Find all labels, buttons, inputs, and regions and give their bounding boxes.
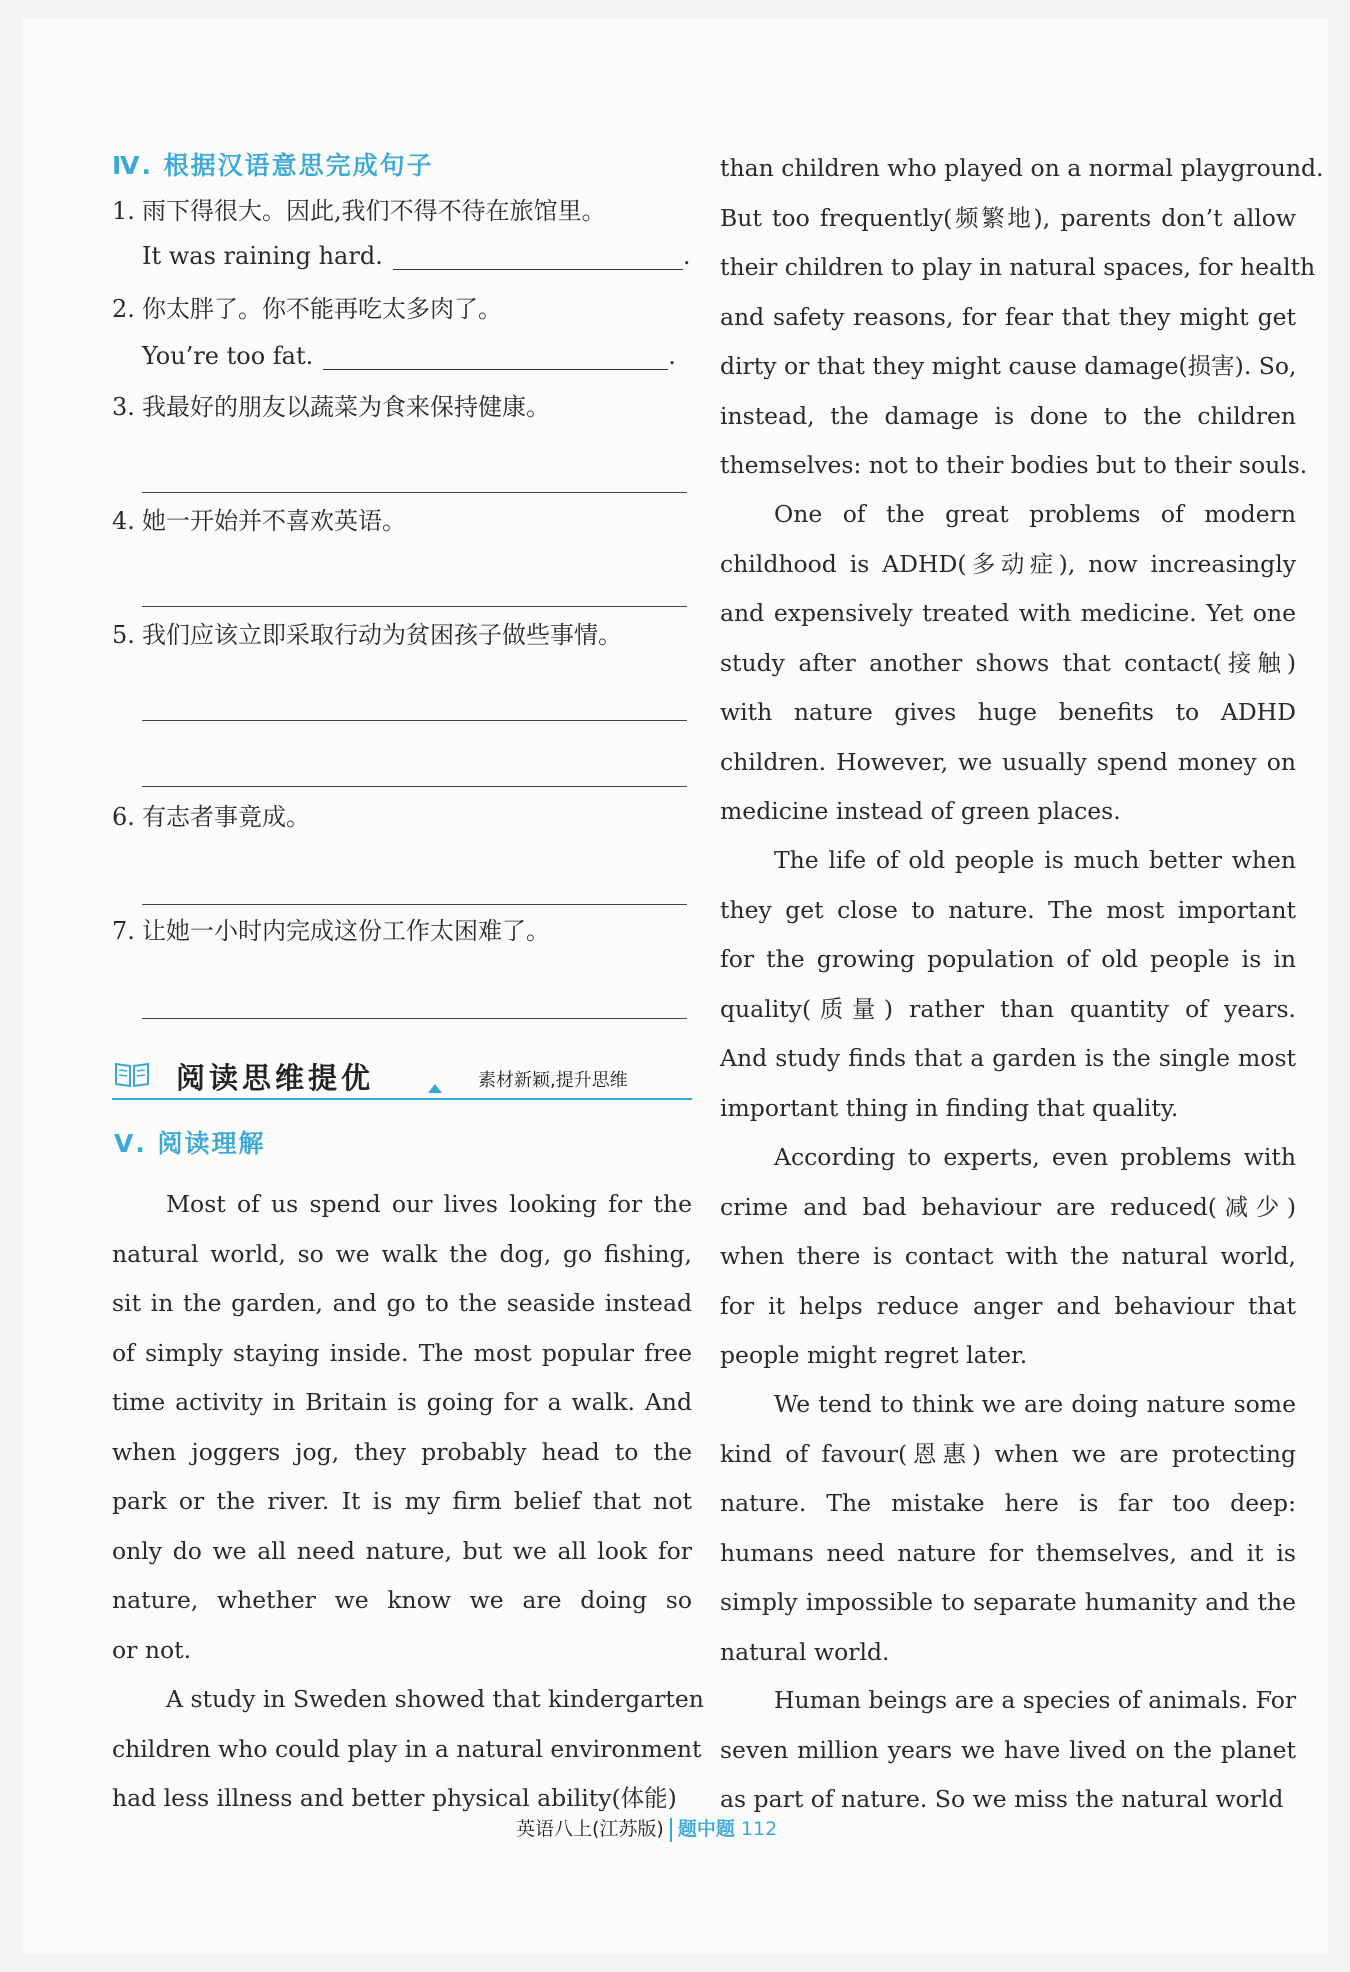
passage-line: We tend to think we are doing nature some (774, 1390, 1296, 1418)
passage-line: natural world. (720, 1637, 890, 1666)
passage-paragraph-8 (720, 1676, 1296, 1825)
answer-line-2: You’re too fat. . (142, 342, 676, 370)
passage-line: important thing in finding that quality. (720, 1093, 1179, 1122)
passage-line: or not. (112, 1635, 192, 1664)
answer-blank-5a[interactable] (142, 720, 687, 721)
passage-line: when joggers jog, they probably head to the (112, 1437, 692, 1466)
question-2: 2. 你太胖了。你不能再吃太多肉了。 (112, 295, 502, 323)
book-icon (114, 1060, 150, 1088)
passage-paragraph-1 (112, 1180, 692, 1675)
page-footer (516, 1814, 777, 1842)
passage-line: seven million years we have lived on the planet (720, 1735, 1296, 1764)
question-3: 3. 我最好的朋友以蔬菜为食来保持健康。 (112, 393, 550, 421)
page-number: 112 (740, 1818, 778, 1840)
section-heading-iv: Ⅳ. 根据汉语意思完成句子 (112, 151, 434, 180)
passage-line: study after another shows that contact(接触) (720, 648, 1296, 677)
passage-line: and safety reasons, for fear that they might get (720, 302, 1296, 331)
question-7: 7. 让她一小时内完成这份工作太困难了。 (112, 917, 550, 945)
footer-divider (670, 1818, 672, 1842)
passage-line: for it helps reduce anger and behaviour that (720, 1291, 1296, 1320)
passage-line: for the growing population of old people is in (720, 945, 1296, 973)
passage-line: people might regret later. (720, 1341, 1028, 1369)
passage-line: kind of favour(恩惠) when we are protecting (720, 1439, 1296, 1468)
passage-line: park or the river. It is my firm belief that not (112, 1487, 692, 1515)
passage-line: themselves: not to their bodies but to their souls. (720, 451, 1308, 479)
answer-line-1: It was raining hard. . (142, 242, 691, 270)
passage-line: than children who played on a normal playground. (720, 154, 1324, 182)
passage-paragraph-5 (720, 836, 1296, 1133)
triangle-marker-icon (428, 1084, 442, 1093)
passage-line: medicine instead of green places. (720, 797, 1121, 825)
passage-line: their children to play in natural spaces, for health (720, 253, 1316, 281)
passage-paragraph-3 (720, 144, 1324, 491)
passage-line: nature. The mistake here is far too deep: (720, 1489, 1296, 1517)
passage-line: But too frequently(频繁地), parents don’t allow (720, 203, 1296, 232)
passage-line: Most of us spend our lives looking for the (166, 1190, 692, 1218)
page (22, 18, 1328, 1954)
question-4: 4. 她一开始并不喜欢英语。 (112, 507, 406, 535)
passage-line: humans need nature for themselves, and it is (720, 1538, 1296, 1567)
passage-line: A study in Sweden showed that kindergarten (166, 1685, 704, 1713)
passage-line: sit in the garden, and go to the seaside instead (112, 1289, 692, 1317)
passage-line: dirty or that they might cause damage(损害). So, (720, 352, 1297, 380)
passage-paragraph-4 (720, 490, 1296, 837)
passage-line: when there is contact with the natural world, (720, 1242, 1296, 1270)
answer-blank-3[interactable] (142, 492, 687, 493)
passage-line: One of the great problems of modern (774, 500, 1296, 528)
passage-line: quality(质量) rather than quantity of years. (720, 994, 1296, 1023)
passage-line: and expensively treated with medicine. Yet one (720, 599, 1296, 627)
banner-subtitle: 素材新颖,提升思维 (478, 1070, 628, 1091)
answer-blank-5b[interactable] (142, 786, 687, 787)
answer-blank-7[interactable] (142, 1018, 687, 1019)
passage-line: According to experts, even problems with (774, 1143, 1296, 1171)
reading-banner (112, 1054, 692, 1100)
passage-line: nature, whether we know we are doing so (112, 1586, 692, 1614)
answer-blank-6[interactable] (142, 904, 687, 905)
passage-line: simply impossible to separate humanity and the (720, 1588, 1296, 1616)
passage-line: The life of old people is much better when (774, 846, 1296, 874)
passage-line: of simply staying inside. The most popular free (112, 1338, 692, 1367)
passage-line: crime and bad behaviour are reduced(减少) (720, 1192, 1296, 1221)
question-6: 6. 有志者事竟成。 (112, 803, 310, 831)
footer-book-title: 英语八上(江苏版) (516, 1818, 664, 1840)
section-heading-v: Ⅴ. 阅读理解 (114, 1129, 266, 1158)
passage-paragraph-6 (720, 1133, 1296, 1381)
passage-line: time activity in Britain is going for a walk. And (112, 1388, 692, 1416)
answer-blank-1[interactable] (393, 249, 683, 270)
passage-line: Human beings are a species of animals. For (774, 1686, 1297, 1714)
passage-line: childhood is ADHD(多动症), now increasingly (720, 549, 1296, 578)
passage-line: And study finds that a garden is the single most (720, 1044, 1296, 1072)
answer-blank-4[interactable] (142, 606, 687, 607)
passage-line: children who could play in a natural environment (112, 1734, 702, 1763)
passage-line: as part of nature. So we miss the natural world (720, 1785, 1284, 1813)
question-5: 5. 我们应该立即采取行动为贫困孩子做些事情。 (112, 621, 622, 649)
passage-line: only do we all need nature, but we all look for (112, 1536, 692, 1565)
banner-title: 阅读思维提优 (176, 1061, 375, 1095)
question-1: 1. 雨下得很大。因此,我们不得不待在旅馆里。 (112, 197, 606, 225)
passage-paragraph-2 (112, 1675, 704, 1824)
passage-line: with nature gives huge benefits to ADHD (720, 698, 1296, 726)
answer-blank-2[interactable] (323, 349, 668, 370)
passage-paragraph-7 (720, 1380, 1296, 1677)
passage-line: they get close to nature. The most important (720, 895, 1296, 924)
passage-line: natural world, so we walk the dog, go fishing, (112, 1239, 692, 1268)
footer-brand: 题中题 (677, 1818, 735, 1840)
passage-line: instead, the damage is done to the children (720, 401, 1296, 430)
passage-line: had less illness and better physical ability(体能) (112, 1784, 677, 1812)
passage-line: children. However, we usually spend money on (720, 747, 1296, 776)
